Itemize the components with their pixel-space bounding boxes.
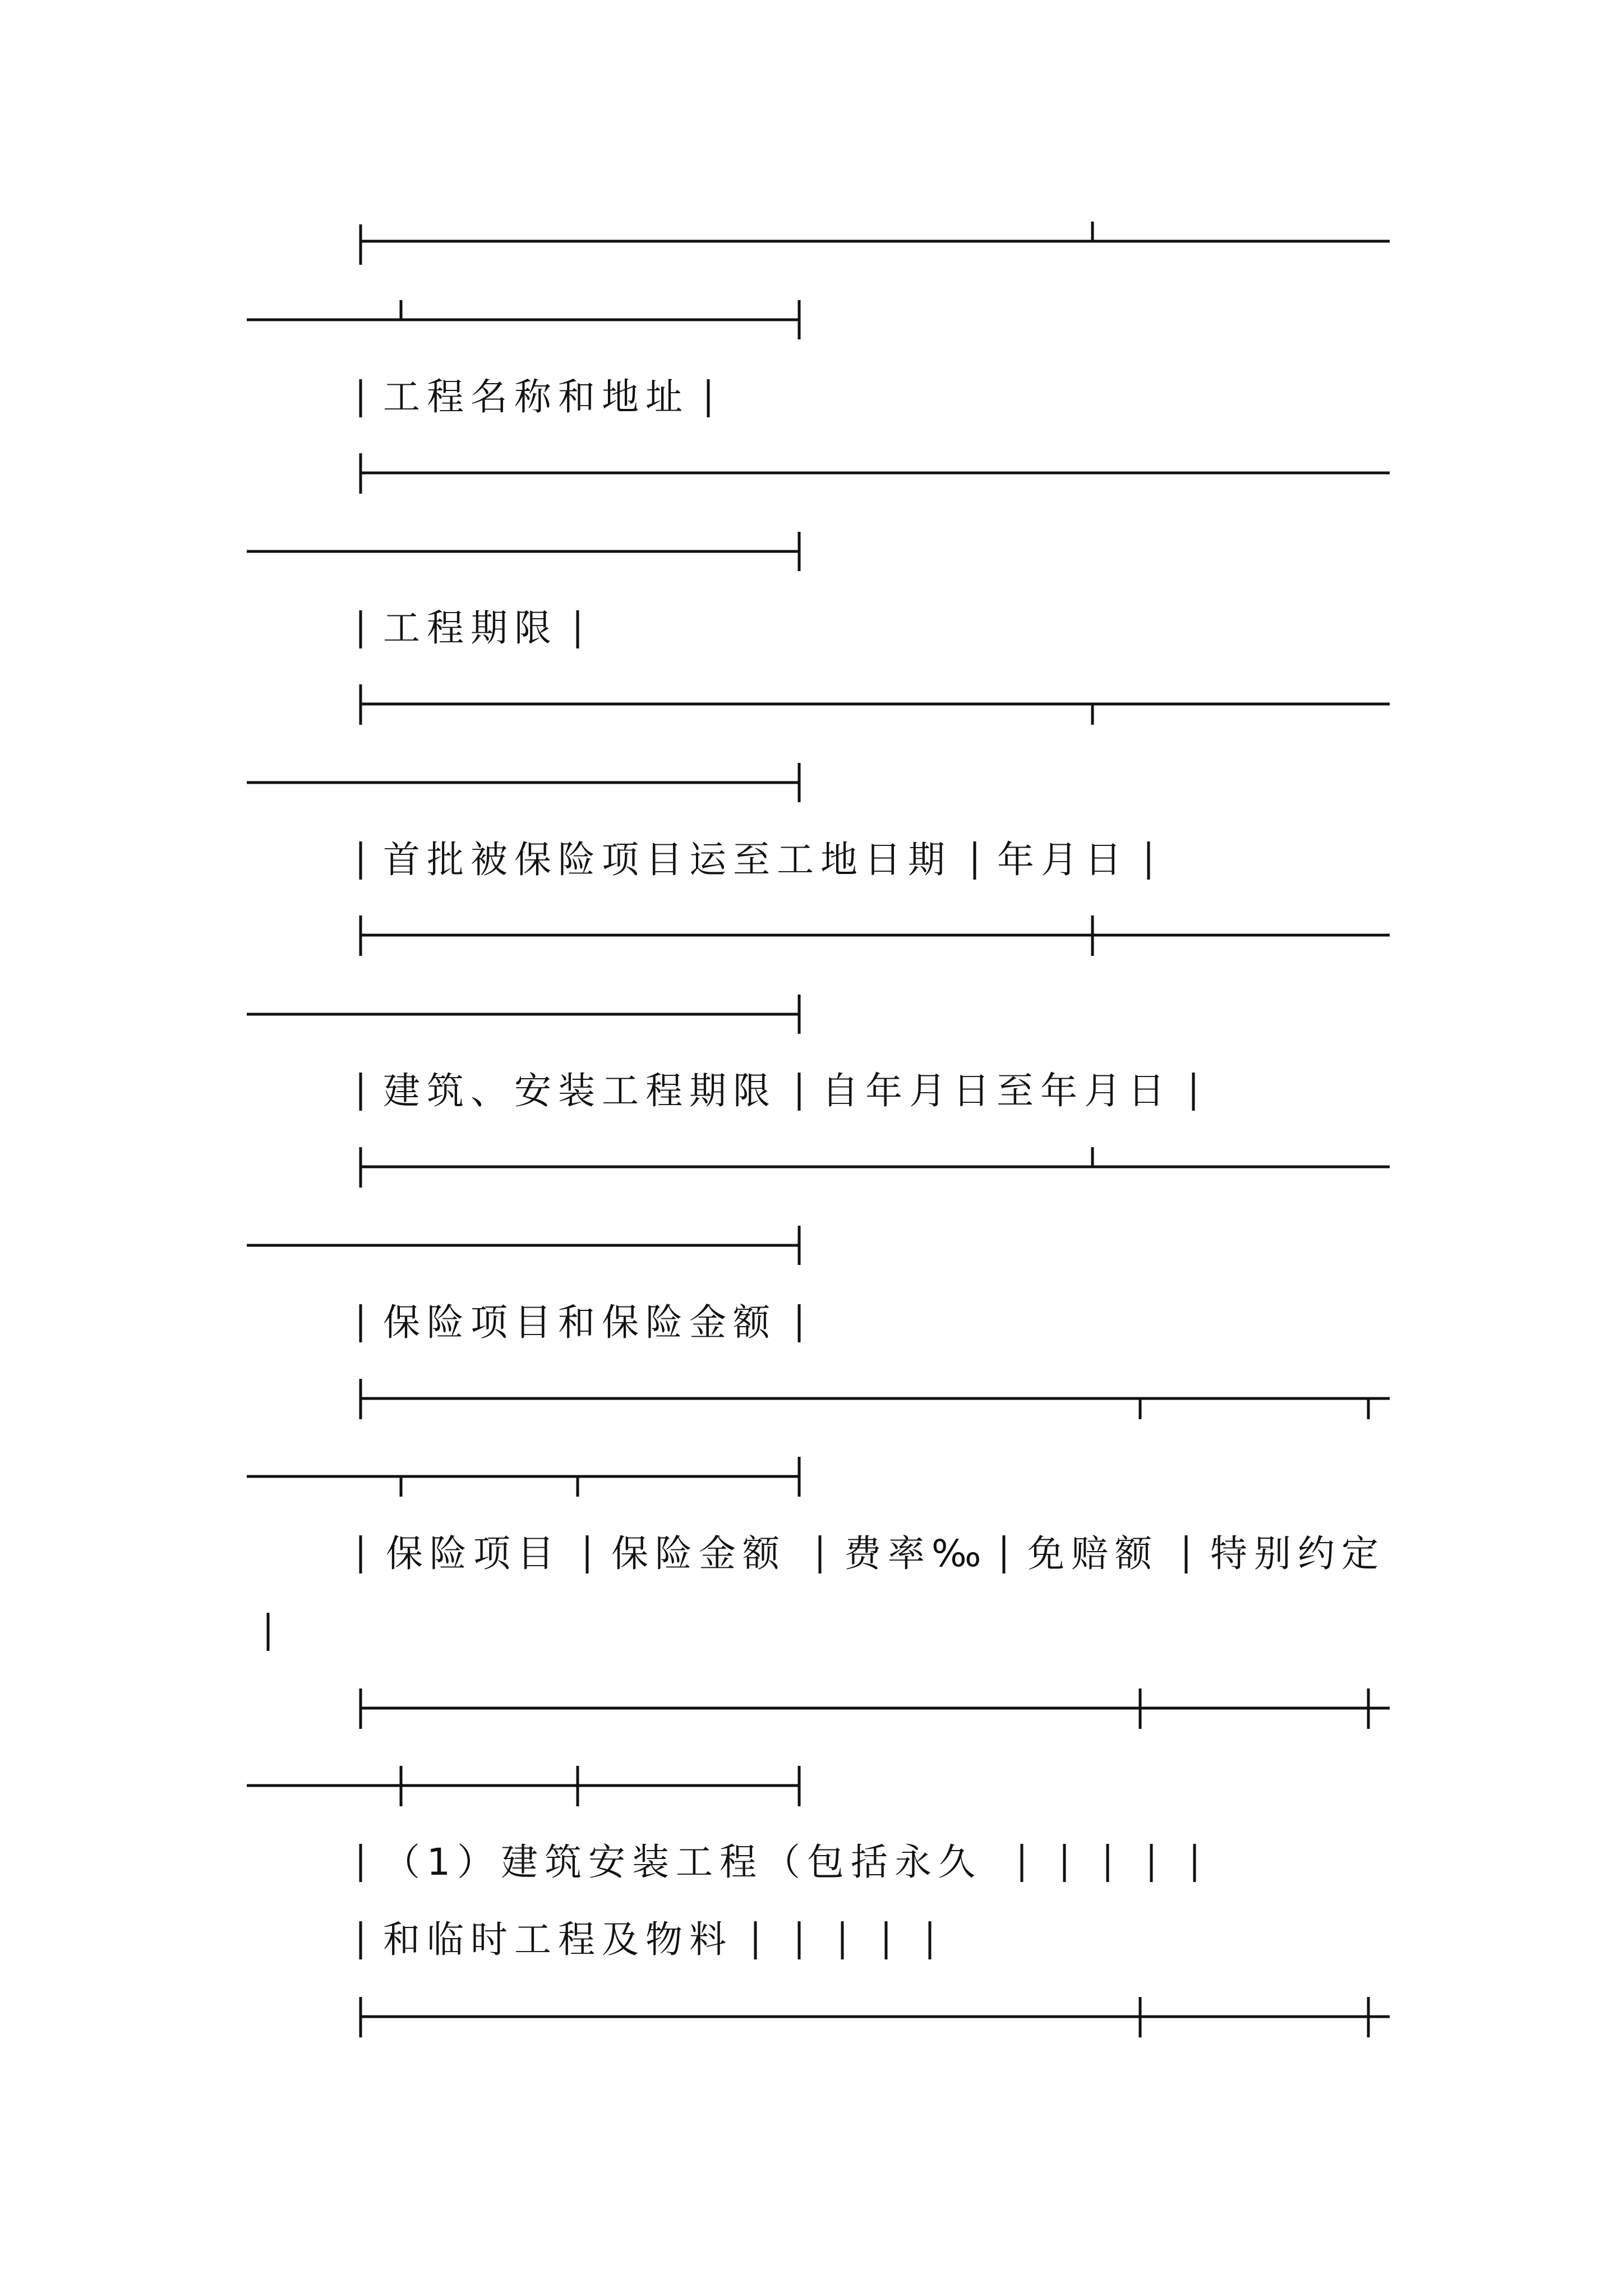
table-header-sum-insured: 保险金额 (611, 1532, 786, 1575)
row-1-line-1: （1）建筑安装工程（包括永久 (383, 1841, 982, 1884)
table-header-insured-item: 保险项目 (386, 1532, 561, 1575)
insured-items-amounts-label: 保险项目和保险金额 (383, 1301, 777, 1344)
first-delivery-date-value: 年月日 (997, 838, 1128, 881)
project-name-address-label: 工程名称和地址 (383, 375, 689, 418)
project-term-label: 工程期限 (383, 606, 558, 650)
table-header-deductible: 免赔额 (1027, 1532, 1159, 1575)
construction-term-label: 建筑、安装工程期限 (383, 1069, 777, 1112)
table-header-special-terms: 特别约定 (1210, 1532, 1385, 1575)
construction-term-value: 自年月日至年月日 (822, 1069, 1172, 1112)
table-header-rate: 费率‰ (844, 1532, 988, 1575)
first-delivery-date-label: 首批被保险项目运至工地日期 (383, 838, 952, 881)
row-1-line-2: 和临时工程及物料 (383, 1918, 733, 1961)
